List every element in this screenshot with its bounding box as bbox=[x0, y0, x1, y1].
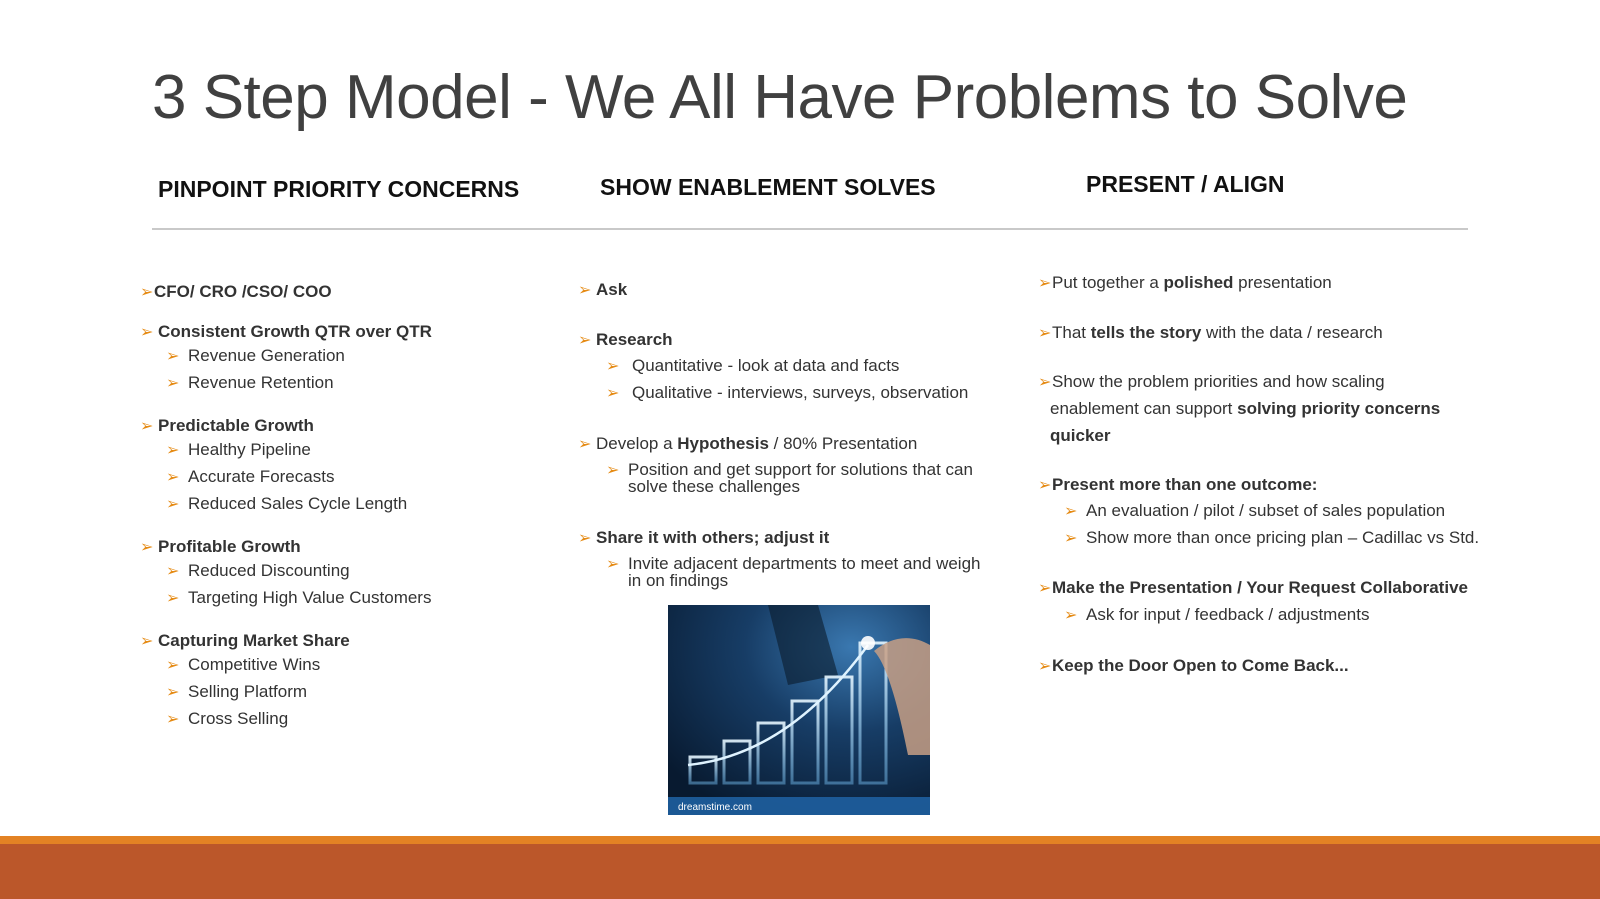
arrow-bullet-icon: ➢ bbox=[606, 556, 620, 573]
arrow-bullet-icon: ➢ bbox=[578, 530, 592, 547]
list-item: ➢ Revenue Retention bbox=[166, 373, 334, 392]
list-item-continuation: quicker bbox=[1050, 426, 1111, 445]
arrow-bullet-icon: ➢ bbox=[1038, 275, 1052, 292]
list-item: ➢ Revenue Generation bbox=[166, 346, 345, 365]
arrow-bullet-icon: ➢ bbox=[166, 563, 180, 580]
list-item: ➢ Competitive Wins bbox=[166, 655, 321, 674]
arrow-bullet-icon: ➢ bbox=[166, 684, 180, 701]
list-item: ➢ Research bbox=[578, 330, 673, 349]
footer-band bbox=[0, 844, 1600, 899]
arrow-bullet-icon: ➢ bbox=[1064, 503, 1078, 520]
arrow-bullet-icon: ➢ bbox=[1064, 607, 1078, 624]
list-item: ➢Put together a polished presentation bbox=[1038, 273, 1332, 292]
footer-accent-stripe bbox=[0, 836, 1600, 844]
list-item: ➢ An evaluation / pilot / subset of sales population bbox=[1064, 501, 1446, 520]
list-item: ➢ Reduced Discounting bbox=[166, 561, 350, 580]
list-item: ➢ Reduced Sales Cycle Length bbox=[166, 494, 408, 513]
arrow-bullet-icon: ➢ bbox=[166, 375, 180, 392]
list-item: ➢ Develop a Hypothesis / 80% Presentation bbox=[578, 434, 918, 453]
list-item: ➢ Capturing Market Share bbox=[140, 631, 350, 650]
col2-heading: SHOW ENABLEMENT SOLVES bbox=[600, 174, 936, 200]
col1-heading: PINPOINT PRIORITY CONCERNS bbox=[158, 176, 520, 202]
arrow-bullet-icon: ➢ bbox=[578, 436, 592, 453]
slide-title: 3 Step Model - We All Have Problems to Solve bbox=[152, 63, 1408, 132]
list-item: ➢ Ask for input / feedback / adjustments bbox=[1064, 605, 1370, 624]
list-item: ➢ Cross Selling bbox=[166, 709, 289, 728]
col3-heading: PRESENT / ALIGN bbox=[1086, 171, 1285, 197]
list-item: ➢ Position and get support for solutions that can bbox=[606, 460, 973, 479]
arrow-bullet-icon: ➢ bbox=[606, 385, 620, 402]
watermark-text: dreamstime.com bbox=[678, 802, 752, 813]
arrow-bullet-icon: ➢ bbox=[1038, 325, 1052, 342]
arrow-bullet-icon: ➢ bbox=[140, 418, 154, 435]
list-item-continuation: solve these challenges bbox=[628, 477, 801, 496]
list-item: ➢ Consistent Growth QTR over QTR bbox=[140, 322, 432, 341]
arrow-bullet-icon: ➢ bbox=[1038, 374, 1052, 391]
list-item: ➢ Accurate Forecasts bbox=[166, 467, 335, 486]
list-item-continuation: in on findings bbox=[628, 571, 729, 590]
list-item: ➢ Quantitative - look at data and facts bbox=[606, 356, 900, 375]
list-item-continuation: enablement can support solving priority concerns bbox=[1050, 399, 1441, 418]
list-item: ➢Keep the Door Open to Come Back... bbox=[1038, 656, 1349, 675]
arrow-bullet-icon: ➢ bbox=[1038, 580, 1052, 597]
list-item: ➢ Profitable Growth bbox=[140, 537, 301, 556]
arrow-bullet-icon: ➢ bbox=[166, 469, 180, 486]
arrow-bullet-icon: ➢ bbox=[166, 657, 180, 674]
list-item: ➢ Qualitative - interviews, surveys, observation bbox=[606, 383, 969, 402]
arrow-bullet-icon: ➢ bbox=[166, 590, 180, 607]
list-item: ➢ Show more than once pricing plan – Cadillac vs Std. bbox=[1064, 528, 1480, 547]
arrow-bullet-icon: ➢ bbox=[1038, 658, 1052, 675]
arrow-bullet-icon: ➢ bbox=[140, 633, 154, 650]
growth-chart-photo bbox=[668, 605, 930, 815]
arrow-bullet-icon: ➢ bbox=[606, 462, 620, 479]
arrow-bullet-icon: ➢ bbox=[1064, 530, 1078, 547]
arrow-bullet-icon: ➢ bbox=[166, 348, 180, 365]
arrow-bullet-icon: ➢ bbox=[166, 711, 180, 728]
arrow-bullet-icon: ➢ bbox=[166, 442, 180, 459]
arrow-bullet-icon: ➢ bbox=[140, 284, 154, 301]
header-divider bbox=[152, 228, 1468, 230]
list-item: ➢Show the problem priorities and how scaling bbox=[1038, 372, 1385, 391]
arrow-bullet-icon: ➢ bbox=[140, 539, 154, 556]
arrow-bullet-icon: ➢ bbox=[578, 332, 592, 349]
arrow-bullet-icon: ➢ bbox=[166, 496, 180, 513]
arrow-bullet-icon: ➢ bbox=[578, 282, 592, 299]
arrow-bullet-icon: ➢ bbox=[606, 358, 620, 375]
list-item: ➢That tells the story with the data / research bbox=[1038, 323, 1383, 342]
list-item: ➢ Targeting High Value Customers bbox=[166, 588, 432, 607]
list-item: ➢ Ask bbox=[578, 280, 628, 299]
arrow-bullet-icon: ➢ bbox=[1038, 477, 1052, 494]
list-item: ➢ Invite adjacent departments to meet and weigh bbox=[606, 554, 981, 573]
list-item: ➢Make the Presentation / Your Request Collaborative bbox=[1038, 578, 1468, 597]
list-item: ➢CFO/ CRO /CSO/ COO bbox=[140, 282, 332, 301]
list-item: ➢ Selling Platform bbox=[166, 682, 308, 701]
list-item: ➢ Share it with others; adjust it bbox=[578, 528, 830, 547]
list-item: ➢ Healthy Pipeline bbox=[166, 440, 311, 459]
arrow-bullet-icon: ➢ bbox=[140, 324, 154, 341]
list-item: ➢Present more than one outcome: bbox=[1038, 475, 1318, 494]
list-item: ➢ Predictable Growth bbox=[140, 416, 314, 435]
